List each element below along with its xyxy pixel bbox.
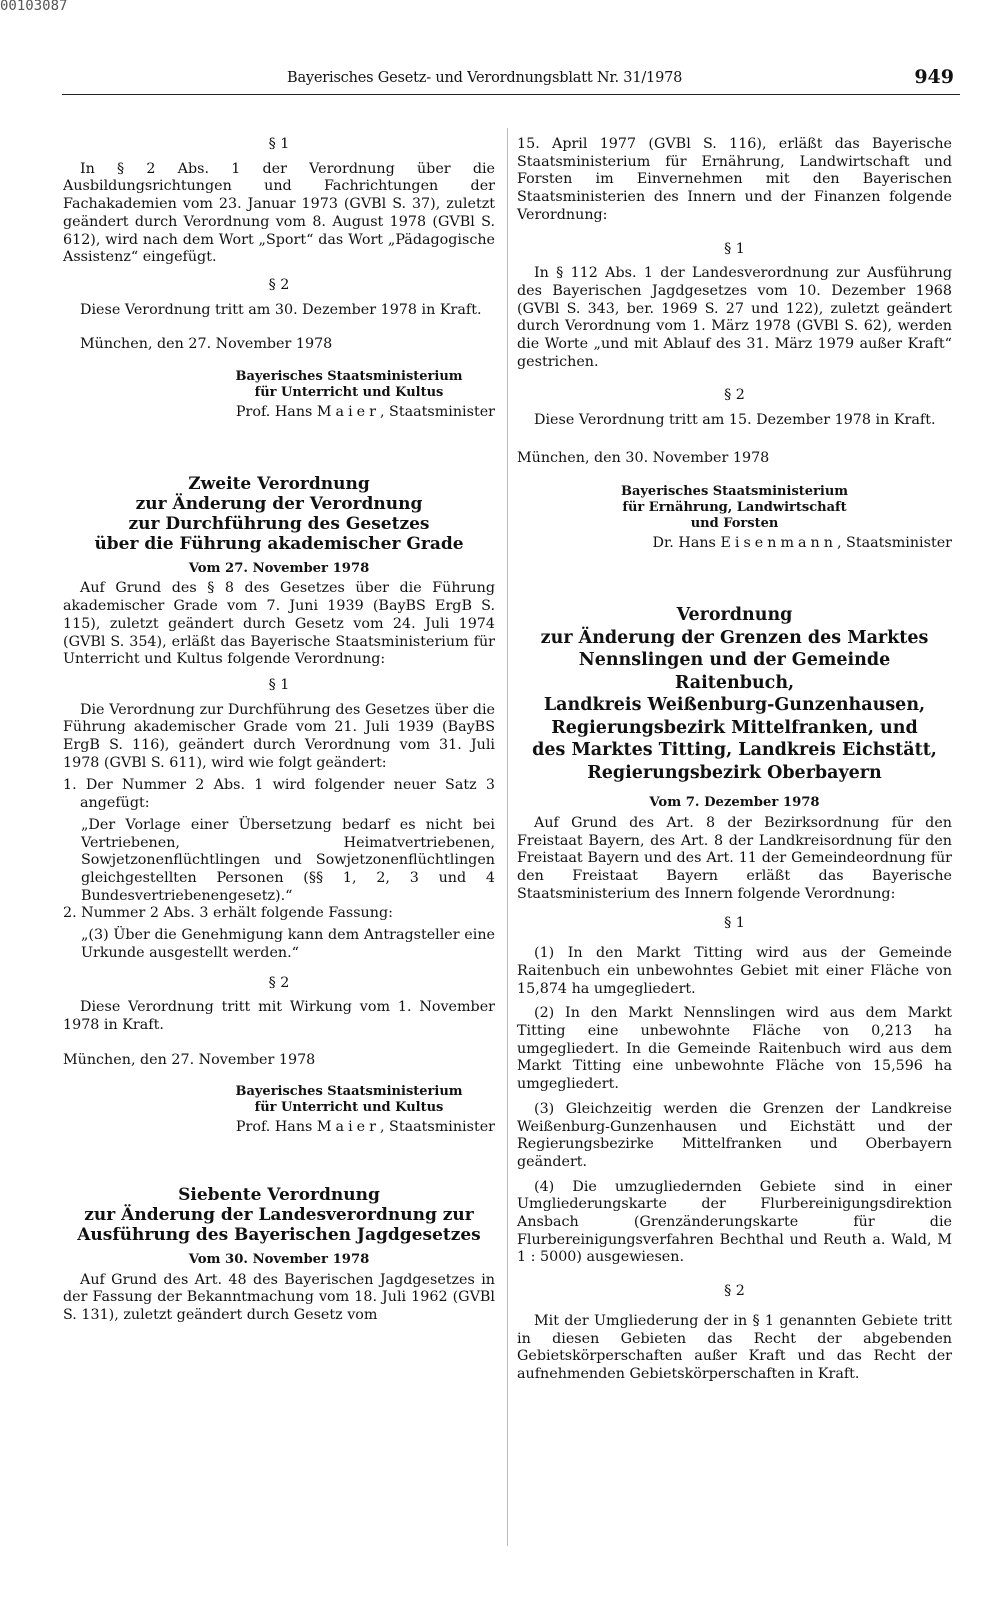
section-sign: § 2 <box>268 276 290 293</box>
ministry-name <box>517 484 952 532</box>
section-sign: § 2 <box>724 387 745 404</box>
signature-date: München, den 27. November 1978 <box>80 336 333 353</box>
title-line: zur Änderung der Landesverordnung zur <box>84 1205 474 1226</box>
ministry-line: Bayerisches Staatsministerium <box>620 483 849 499</box>
signatory-prefix: Prof. Hans <box>235 404 313 421</box>
title-line: über die Führung akademischer Grade <box>94 533 464 554</box>
archive-stamp: 00103087 <box>0 0 68 10</box>
quoted-text: „Der Vorlage einer Übersetzung bedarf es nicht bei Vertriebenen, Heimatvertriebenen, Sowjetzonenflüchtlingen und Sowjetzonenflüchtlingen gleichgestellten Personen (§§ 1, 2, 3 und 4 Bundesvertriebenengesetz).“ <box>81 816 495 904</box>
signatory-name: Maier <box>316 1119 380 1136</box>
preamble: Auf Grund des Art. 8 der Bezirksordnung für den Freistaat Bayern, des Art. 8 der Landkreisordnung für den Freistaat Bayern und des Art. 11 der Gemeindeordnung für den Freistaat Bayern erläßt das Bayerische Staatsministerium des Innern folgende Verordnung: <box>517 814 952 902</box>
ministry-name <box>63 1084 495 1116</box>
paragraph: Mit der Umgliederung der in § 1 genannten Gebiete tritt in diesen Gebieten das Recht der abgebenden Gebietskörperschaften außer Kraft und das Recht der aufnehmenden Gebietskörperschaften in Kraft. <box>517 1312 952 1382</box>
list-item: 2. Nummer 2 Abs. 3 erhält folgende Fassung: <box>63 905 393 922</box>
signatory-prefix: Prof. Hans <box>235 1119 313 1136</box>
title-line: Landkreis Weißenburg-Gunzenhausen, <box>543 695 926 716</box>
signatory-title: , Staatsminister <box>379 1119 495 1136</box>
column-divider <box>507 128 508 1546</box>
signature-date: München, den 30. November 1978 <box>517 449 770 466</box>
ministry-line: für Ernährung, Landwirtschaft <box>622 499 847 515</box>
section-sign: § 1 <box>268 136 290 152</box>
title-line: zur Durchführung des Gesetzes <box>128 513 430 534</box>
signatory-title: , Staatsminister <box>836 534 952 551</box>
numbered-paragraph: (2) In den Markt Nennslingen wird aus dem Markt Titting eine unbewohnte Fläche von 0,213 ha umgegliedert. In die Gemeinde Raitenbuch wird aus dem Markt Titting eine unbewohnte Fläche von 15,596 ha umgegliedert. <box>517 1005 952 1093</box>
ministry-line: Bayerisches Staatsministerium <box>235 369 463 385</box>
title-line: Verordnung <box>676 605 793 626</box>
right-column <box>517 136 952 1384</box>
signatory-prefix: Dr. Hans <box>652 534 716 551</box>
section-sign: § 2 <box>724 1283 745 1300</box>
ministry-line: Bayerisches Staatsministerium <box>235 1084 463 1100</box>
title-line: des Marktes Titting, Landkreis Eichstätt, <box>532 740 937 761</box>
section-sign: § 1 <box>724 240 745 257</box>
title-line: Regierungsbezirk Mittelfranken, und <box>551 717 918 738</box>
ordinance-title <box>517 604 952 784</box>
preamble: Auf Grund des § 8 des Gesetzes über die Führung akademischer Grade vom 7. Juni 1939 (BayBS ErgB S. 115), zuletzt geändert durch Gesetz vom 24. Juli 1974 (GVBl S. 354), erläßt das Bayerische Staatsministerium für Unterricht und Kultus folgende Verordnung: <box>63 580 495 668</box>
ordinance-date: Vom 7. Dezember 1978 <box>649 795 820 811</box>
numbered-paragraph: (1) In den Markt Titting wird aus der Gemeinde Raitenbuch ein unbewohntes Gebiet mit einer Fläche von 15,874 ha umgegliedert. <box>517 945 952 997</box>
page-number: 949 <box>914 66 954 88</box>
section-sign: § 2 <box>268 974 290 991</box>
signatory-name: Maier <box>316 404 380 421</box>
paragraph: In § 2 Abs. 1 der Verordnung über die Ausbildungsrichtungen und Fachrichtungen der Fachakademien vom 23. Januar 1973 (GVBl S. 37), zuletzt geändert durch Verordnung vom 8. August 1978 (GVBl S. 612), wird nach dem Wort „Sport“ das Wort „Pädagogische Assistenz“ eingefügt. <box>63 160 495 266</box>
ordinance-date: Vom 27. November 1978 <box>188 560 370 576</box>
list-item: 1. Der Nummer 2 Abs. 1 wird folgender neuer Satz 3 angefügt: <box>63 777 495 812</box>
ministry-line: für Unterricht und Kultus <box>254 1100 444 1116</box>
ordinance-date: Vom 30. November 1978 <box>188 1252 370 1268</box>
title-line: Nennslingen und der Gemeinde Raitenbuch, <box>578 650 891 693</box>
signatory <box>517 535 952 553</box>
quoted-text: „(3) Über die Genehmigung kann dem Antragsteller eine Urkunde ausgestellt werden.“ <box>81 927 495 961</box>
numbered-paragraph: (3) Gleichzeitig werden die Grenzen der Landkreise Weißenburg-Gunzenhausen und Eichstätt und der Regierungsbezirke Mittelfranken und Oberbayern geändert. <box>517 1100 952 1170</box>
section-sign: § 1 <box>724 915 745 932</box>
signatory <box>63 404 495 422</box>
title-line: Zweite Verordnung <box>188 473 370 494</box>
numbered-paragraph: (4) Die umzugliedernden Gebiete sind in einer Umgliederungskarte der Flurbereinigungsdirektion Ansbach (Grenzänderungskarte für die Flurbereinigungsverfahren Bechthal und Reuth a. Wald, M 1 : 5000) ausgewiesen. <box>517 1178 952 1266</box>
paragraph: Diese Verordnung tritt am 15. Dezember 1978 in Kraft. <box>534 412 936 429</box>
title-line: Siebente Verordnung <box>178 1185 380 1206</box>
paragraph: Diese Verordnung tritt mit Wirkung vom 1. November 1978 in Kraft. <box>63 999 495 1033</box>
section-sign: § 1 <box>268 676 290 693</box>
signatory <box>63 1119 495 1137</box>
ministry-name <box>63 369 495 401</box>
paragraph: Diese Verordnung tritt am 30. Dezember 1978 in Kraft. <box>80 301 482 318</box>
title-line: zur Änderung der Verordnung <box>135 493 423 514</box>
paragraph: Die Verordnung zur Durchführung des Gesetzes über die Führung akademischer Grade vom 21. Juli 1939 (BayBS ErgB S. 116), geändert durch Verordnung vom 31. Juli 1978 (GVBl S. 611), wird wie folgt geändert: <box>63 701 495 771</box>
signatory-name: Eisenmann <box>720 534 837 551</box>
title-line: Ausführung des Bayerischen Jagdgesetzes <box>77 1225 481 1246</box>
page-header <box>62 66 960 95</box>
ministry-line: und Forsten <box>690 515 779 531</box>
paragraph: In § 112 Abs. 1 der Landesverordnung zur Ausführung des Bayerischen Jagdgesetzes vom 10. Dezember 1968 (GVBl S. 343, ber. 1969 S. 27 und 122), zuletzt geändert durch Verordnung vom 1. März 1978 (GVBl S. 62), werden die Worte „und mit Ablauf des 31. März 1979 außer Kraft“ gestrichen. <box>517 265 952 370</box>
preamble-continued: 15. April 1977 (GVBl S. 116), erläßt das Bayerische Staatsministerium für Ernährung, Landwirtschaft und Forsten im Einvernehmen mit den Bayerischen Staatsministerien des Innern und der Finanzen folgende Verordnung: <box>517 136 952 223</box>
title-line: zur Änderung der Grenzen des Marktes <box>540 627 929 648</box>
ordinance-title <box>63 474 495 554</box>
running-title: Bayerisches Gesetz- und Verordnungsblatt Nr. 31/1978 <box>287 70 683 86</box>
ordinance-title <box>63 1185 495 1245</box>
ministry-line: für Unterricht und Kultus <box>254 385 444 401</box>
signature-date: München, den 27. November 1978 <box>63 1051 316 1068</box>
title-line: Regierungsbezirk Oberbayern <box>587 762 882 783</box>
preamble: Auf Grund des Art. 48 des Bayerischen Jagdgesetzes in der Fassung der Bekanntmachung vom 18. Juli 1962 (GVBl S. 131), zuletzt geändert durch Gesetz vom <box>63 1271 495 1324</box>
signatory-title: , Staatsminister <box>379 404 495 421</box>
left-column <box>63 130 495 1325</box>
